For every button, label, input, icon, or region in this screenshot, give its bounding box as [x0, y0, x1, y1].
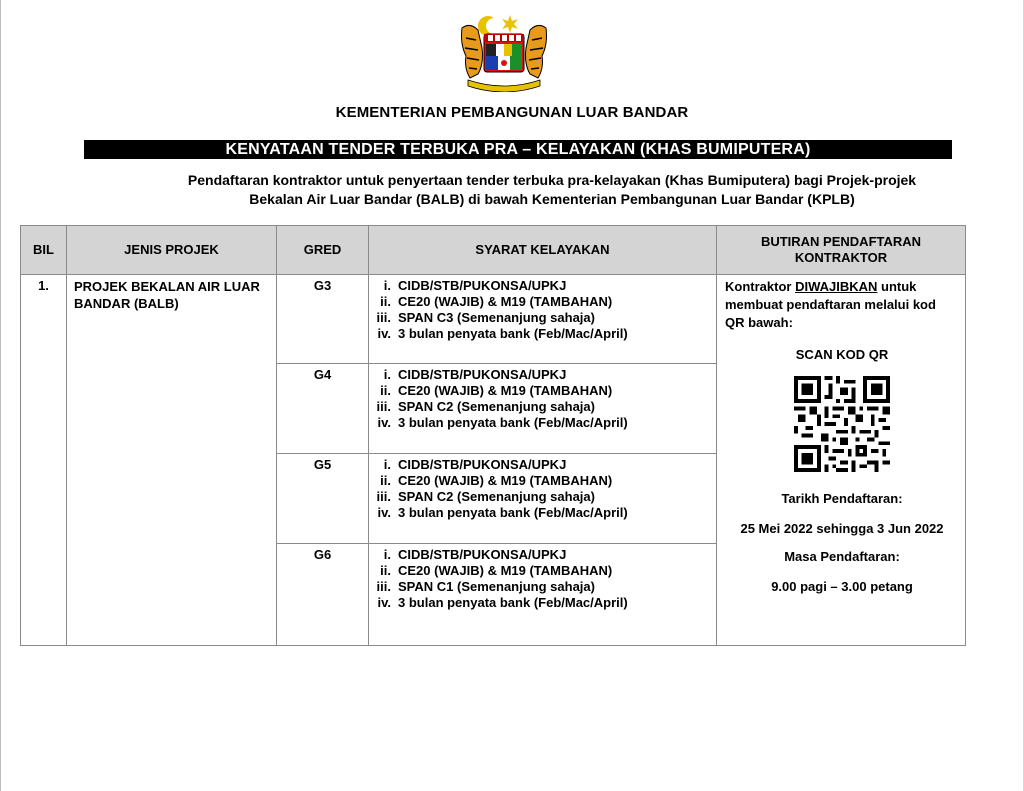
intro-text [0, 171, 1024, 209]
intro-line-2: Bekalan Air Luar Bandar (BALB) di bawah Kementerian Pembangunan Luar Bandar (KPLB) [249, 191, 855, 207]
tarikh-pendaftaran-value: 25 Mei 2022 sehingga 3 Jun 2022 [740, 521, 944, 536]
scan-qr-label: SCAN KOD QR [795, 347, 889, 362]
list-item: i. CIDB/STB/PUKONSA/UPKJ [383, 367, 567, 382]
gred-cell-g5: G5 [277, 454, 369, 544]
col-header-jenis-projek: JENIS PROJEK [67, 226, 277, 275]
table-row [21, 275, 966, 364]
syarat-cell-g3 [369, 275, 717, 364]
qr-code-image[interactable] [794, 376, 890, 472]
list-item: iii. SPAN C1 (Semenanjung sahaja) [376, 579, 595, 594]
syarat-cell-g5 [369, 454, 717, 544]
list-item: i. CIDB/STB/PUKONSA/UPKJ [383, 547, 567, 562]
list-item: ii. CE20 (WAJIB) & M19 (TAMBAHAN) [380, 563, 613, 578]
tender-banner-title: KENYATAAN TENDER TERBUKA PRA – KELAYAKAN (KHAS BUMIPUTERA) [84, 140, 952, 159]
table-header-row [21, 226, 966, 275]
gred-cell-g3: G3 [277, 275, 369, 364]
list-item: iii. SPAN C2 (Semenanjung sahaja) [376, 399, 595, 414]
list-item: iv. 3 bulan penyata bank (Feb/Mac/April) [377, 326, 628, 341]
gred-cell-g6: G6 [277, 544, 369, 646]
list-item: ii. CE20 (WAJIB) & M19 (TAMBAHAN) [380, 383, 613, 398]
list-item: iv. 3 bulan penyata bank (Feb/Mac/April) [377, 505, 628, 520]
col-header-butiran-pendaftaran: BUTIRAN PENDAFTARAN KONTRAKTOR [717, 226, 966, 275]
list-item: ii. CE20 (WAJIB) & M19 (TAMBAHAN) [380, 473, 613, 488]
ministry-name: KEMENTERIAN PEMBANGUNAN LUAR BANDAR [335, 104, 689, 121]
syarat-cell-g6 [369, 544, 717, 646]
jenis-projek-cell: PROJEK BEKALAN AIR LUAR BANDAR (BALB) [67, 275, 277, 646]
intro-line-1: Pendaftaran kontraktor untuk penyertaan tender terbuka pra-kelayakan (Khas Bumiputera) bagi Projek-projek [187, 172, 917, 188]
list-item: iv. 3 bulan penyata bank (Feb/Mac/April) [377, 595, 628, 610]
mandatory-emphasis: DIWAJIBKAN [795, 279, 878, 294]
tarikh-pendaftaran-label: Tarikh Pendaftaran: [781, 491, 903, 506]
col-header-bil: BIL [21, 226, 67, 275]
registration-instruction: Kontraktor DIWAJIBKAN untuk membuat pendaftaran melalui kod QR bawah: [725, 279, 936, 330]
list-item: iii. SPAN C2 (Semenanjung sahaja) [376, 489, 595, 504]
masa-pendaftaran-value: 9.00 pagi – 3.00 petang [771, 579, 913, 594]
coat-of-arms-logo [448, 8, 560, 92]
bil-cell: 1. [21, 275, 67, 646]
syarat-cell-g4 [369, 364, 717, 454]
col-header-syarat-kelayakan: SYARAT KELAYAKAN [369, 226, 717, 275]
masa-pendaftaran-label: Masa Pendaftaran: [784, 549, 900, 564]
butiran-pendaftaran-cell [717, 275, 966, 646]
list-item: iv. 3 bulan penyata bank (Feb/Mac/April) [377, 415, 628, 430]
tender-table [20, 225, 966, 646]
list-item: iii. SPAN C3 (Semenanjung sahaja) [376, 310, 595, 325]
list-item: i. CIDB/STB/PUKONSA/UPKJ [383, 457, 567, 472]
list-item: i. CIDB/STB/PUKONSA/UPKJ [383, 278, 567, 293]
list-item: ii. CE20 (WAJIB) & M19 (TAMBAHAN) [380, 294, 613, 309]
gred-cell-g4: G4 [277, 364, 369, 454]
col-header-gred: GRED [277, 226, 369, 275]
